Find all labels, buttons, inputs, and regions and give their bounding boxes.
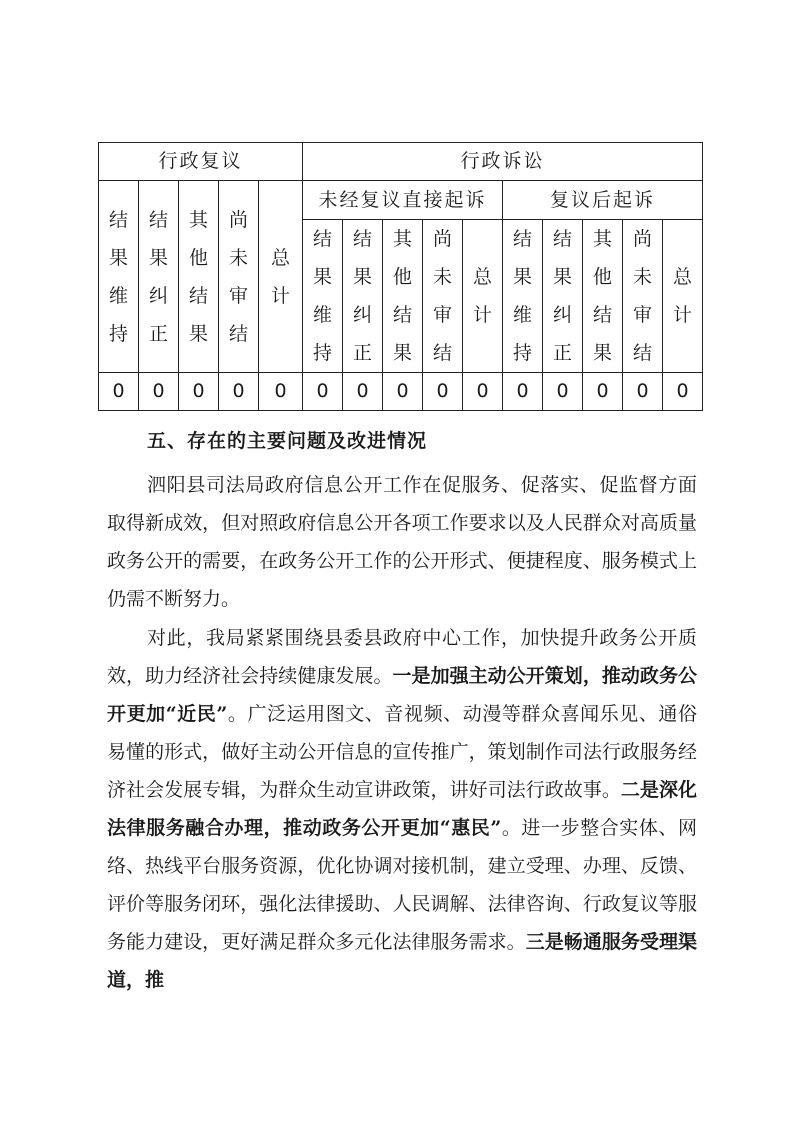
- paragraph-text: 。进一步整合实体、网络、热线平台服务资源，优化协调对接机制，建立受理、办理、反馈、评价等服务闭环，强化法律援助、人民调解、法律咨询、行政复议等服务能力建设，更好满足群众多元化法律服务需求。: [107, 817, 697, 953]
- bold-point-one: 一是加强主动公开策划，推动政务公开更加“近民”: [107, 665, 697, 725]
- admin-review-header: 行政复议: [99, 143, 303, 181]
- bold-point-three: 三是畅通服务受理渠道，推: [107, 931, 697, 991]
- review-litigation-table: [98, 142, 703, 411]
- paragraph-improvements: [107, 619, 697, 999]
- review-total-header: 总计: [259, 181, 303, 373]
- after-maintained-header: 结果维持: [503, 220, 543, 373]
- review-maintained-header: 结果维持: [99, 181, 139, 373]
- table-cell: 0: [99, 373, 139, 411]
- table-cell: 0: [303, 373, 343, 411]
- table-cell: 0: [179, 373, 219, 411]
- table-cell: 0: [583, 373, 623, 411]
- table-cell: 0: [259, 373, 303, 411]
- direct-total-header: 总计: [463, 220, 503, 373]
- after-pending-header: 尚未审结: [623, 220, 663, 373]
- table-cell: 0: [139, 373, 179, 411]
- paragraph-problems: 泗阳县司法局政府信息公开工作在促服务、促落实、促监督方面取得新成效，但对照政府信息公开各项工作要求以及人民群众对高质量政务公开的需要，在政务公开工作的公开形式、便捷程度、服务模式上仍需不断努力。: [107, 474, 697, 610]
- review-other-header: 其他结果: [179, 181, 219, 373]
- review-pending-header: 尚未审结: [219, 181, 259, 373]
- table-cell: 0: [543, 373, 583, 411]
- direct-corrected-header: 结果纠正: [343, 220, 383, 373]
- table-cell: 0: [423, 373, 463, 411]
- after-review-suit-header: 复议后起诉: [503, 181, 703, 220]
- direct-maintained-header: 结果维持: [303, 220, 343, 373]
- review-corrected-header: 结果纠正: [139, 181, 179, 373]
- after-other-header: 其他结果: [583, 220, 623, 373]
- table-cell: 0: [503, 373, 543, 411]
- table-cell: 0: [663, 373, 703, 411]
- table-cell: 0: [623, 373, 663, 411]
- paragraph-text: 。广泛运用图文、音视频、动漫等群众喜闻乐见、通俗易懂的形式，做好主动公开信息的宣传推广，策划制作司法行政服务经济社会发展专辑，为群众生动宣讲政策，讲好司法行政故事。: [107, 703, 697, 801]
- bold-point-two: 二是深化法律服务融合办理，推动政务公开更加“惠民”: [107, 779, 697, 839]
- after-total-header: 总计: [663, 220, 703, 373]
- paragraph-text: 对此，我局紧紧围绕县委县政府中心工作，加快提升政务公开质效，助力经济社会持续健康发展。: [107, 627, 697, 687]
- after-corrected-header: 结果纠正: [543, 220, 583, 373]
- direct-suit-header: 未经复议直接起诉: [303, 181, 503, 220]
- table-cell: 0: [343, 373, 383, 411]
- admin-litigation-header: 行政诉讼: [303, 143, 703, 181]
- table-cell: 0: [383, 373, 423, 411]
- direct-other-header: 其他结果: [383, 220, 423, 373]
- section-heading: 五、存在的主要问题及改进情况: [147, 430, 428, 452]
- direct-pending-header: 尚未审结: [423, 220, 463, 373]
- table-cell: 0: [219, 373, 259, 411]
- table-cell: 0: [463, 373, 503, 411]
